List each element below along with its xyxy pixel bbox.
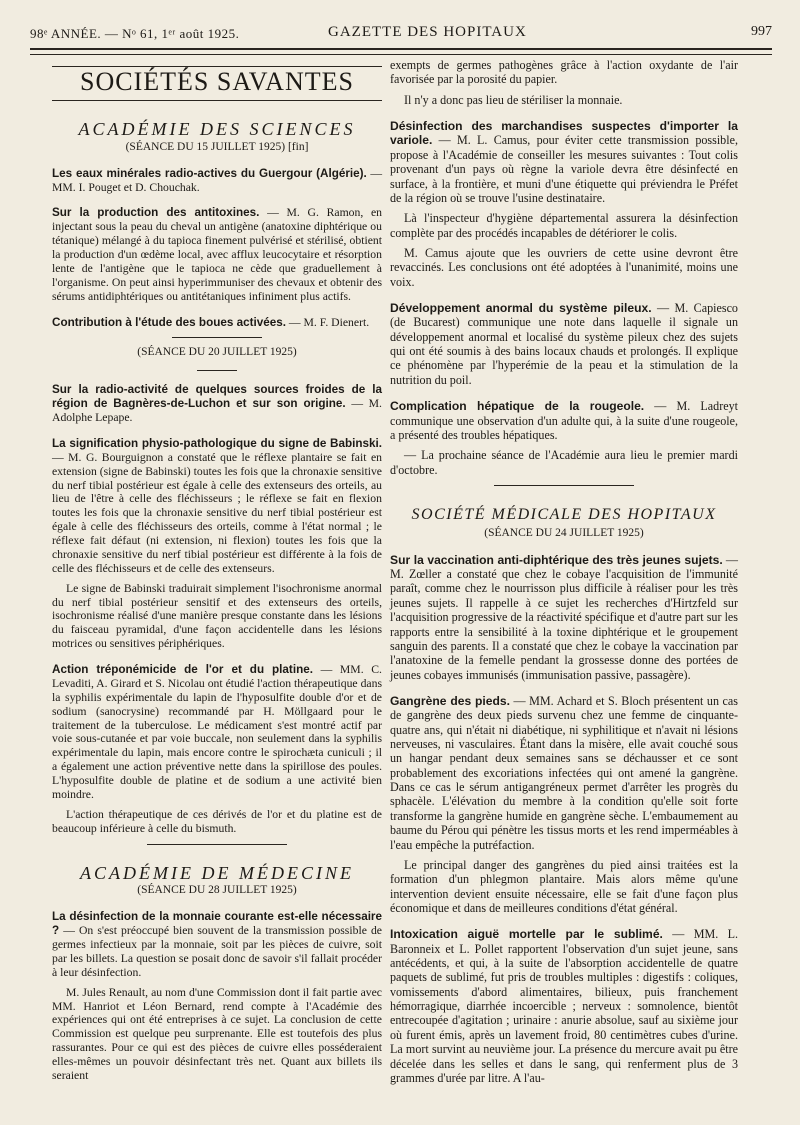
section-banner xyxy=(52,66,382,101)
article-body: — MM. L. Baronneix et L. Pollet rapportent l'observation d'un sujet jeune, sans antécédents, et qui, à la suite de l'absorption accidentelle de quatre paquets de sublimé, fut pris de troubles multiples : digestifs : coliques, vomissements d'abord alimentaires, bilieux, puis franchement hémorragique, diarrhée incoercible ; nerveux : somnolence, bientôt entrecoupée d'agitation ; urinaire : anurie absolue, sauf au sixième jour où furent émis, après un lavement froid, 80 centimètres cubes d'urine. La mort survint au neuvième jour. La présence du mercure avait pu être décelée dans les selles et dans le sang, qui renferment plus de 3 grammes d'urée par litre. A l'au- xyxy=(390,927,738,1085)
seance-date: (SÉANCE DU 20 JUILLET 1925) xyxy=(137,346,297,359)
article-title: Contribution à l'étude des boues activées. xyxy=(52,315,286,329)
divider xyxy=(147,844,287,845)
article xyxy=(52,437,382,576)
article-title: Sur la production des antitoxines. xyxy=(52,206,260,220)
article-title: Gangrène des pieds. xyxy=(390,693,510,708)
article xyxy=(52,383,382,425)
article-title: La désinfection de la monnaie courante est-elle nécessaire ? xyxy=(52,910,382,938)
article-title: Désinfection des marchandises suspectes d'importer la variole. xyxy=(390,119,738,148)
academy-sciences-heading: ACADÉMIE DES SCIENCES xyxy=(78,118,356,139)
article-paragraph: M. Jules Renault, au nom d'une Commission dont il fait partie avec MM. Hanriot et Léon Bernard, rend compte à l'Académie des expériences qui ont été entreprises à ce sujet. La conclusion de cette Commission est quelque peu surprenante. Elle est toutefois des plus rassurantes. Pour ce qui est des pièces de cuivre elles posséderaient elles-mêmes un pouvoir désinfectant très net. Quant aux billets ils seraient xyxy=(52,985,382,1082)
article-body: — M. G. Ramon, en injectant sous la peau du cheval un antigène (anatoxine diphtérique ou tétanique) mélangé à du tapioca finement pulvérisé et stérilisé, obtient la production d'un œdème local, avec afflux leucocytaire et résorption lente de l'antigène que le tapioca ne cède que graduellement à l'organisme. On peut ainsi hyperimmuniser des chevaux et obtenir des sérums antidiphtériques ou antitétaniques infiniment plus actifs. xyxy=(52,206,383,303)
article-paragraph: Le signe de Babinski traduirait simplement l'isochronisme anormal du nerf tibial postérieur sensitif et des extenseurs des orteils, isochronisme réalisé d'une manière presque constante dans les lésions du faisceau pyramidal, d'une façon accidentelle dans les lésions motrices ou sensitives périphériques. xyxy=(52,581,382,651)
article-body: — M. L. Camus, pour éviter cette transmission possible, propose à l'Académie de conseiller les mesures suivantes : Tout colis provenant d'un pays où règne la variole devra être désinfecté en surface, à la frontière, et muni d'une étiquette qui préviendra le Préfet de la région où se trouve l'usine destinataire. xyxy=(390,133,738,205)
article xyxy=(390,399,738,442)
article-body: — MM. C. Levaditi, A. Girard et S. Nicolau ont étudié l'action thérapeutique dans la syphilis expérimentale du lapin de l'hyposulfite double d'or et de sodium (sanocrysine) recommandé par H. Möllgaard pour le traitement de la tuberculose. Le médicament s'est montré actif par voie sous-cutanée et par voie buccale, non seulement dans la syphilis expérimentale du lapin, mais encore contre le spirochæta cuniculi ; il a également une action préventive nette dans la spirillose des poules. L'hyposulfite double de platine et de sodium a une activité bien moindre. xyxy=(52,663,382,801)
article-title: La signification physio-pathologique du signe de Babinski. xyxy=(52,436,382,450)
article-body: — M. Zœller a constaté que chez le cobaye l'acquisition de l'immunité paraît, comme chez le nourrisson plus difficile à réaliser pour les très jeunes sujets. Il rappelle à ce sujet les recherches d'Hirtzfeld sur l'acquisition progressive de la réactivité spécifique et d'autre part sur les rapports entre la sensibilité à la toxine diphtérique et le groupement sanguin des parents. Il a constaté que chez le cobaye la vaccination par l'anatoxine de la femelle pendant la grossesse donne des portées de jeunes cobayes immunisés (immunisation passive, passagère). xyxy=(390,552,738,682)
journal-title: GAZETTE DES HOPITAUX xyxy=(328,24,527,40)
right-column xyxy=(390,58,738,1091)
article-body: — M. G. Bourguignon a constaté que le réflexe plantaire se fait en extension (signe de Babinski) toutes les fois que la chronaxie sensitive du nerf tibial postérieur est égale à celle des extenseurs des orteils, au lieu de l'être à celle des fléchisseurs ; le réflexe se fait en flexion toutes les fois que la chronaxie sensitive du nerf tibial postérieur est égale à celle des fléchisseurs des orteils, comme à l'état normal ; le réflexe fait défaut (ni extension, ni flexion) toutes les fois que la chronaxie sensitive du nerf tibial postérieur est différente à la fois de celle des fléchisseurs et de celle des extenseurs. xyxy=(52,450,382,575)
article-body: — On s'est préoccupé bien souvent de la transmission possible de germes infectieux par la monnaie, soit par les pièces de cuivre, soit par les billets. La question se posait donc de savoir s'il fallait procéder à leur désinfection. xyxy=(52,924,382,979)
article xyxy=(390,301,738,387)
issue-info: 98ᵉ ANNÉE. — Nᵒ 61, 1ᵉʳ août 1925. xyxy=(30,26,240,41)
divider xyxy=(197,370,237,371)
article-title: Complication hépatique de la rougeole. xyxy=(390,399,645,414)
article-body: — M. Ladreyt communique une observation d'un adulte qui, à la suite d'une rougeole, a présenté des troubles hépatiques. xyxy=(390,399,739,442)
article-paragraph: L'action thérapeutique de ces dérivés de l'or et du platine est de beaucoup inférieure à celle du bismuth. xyxy=(52,807,382,835)
divider xyxy=(494,485,634,486)
seance-date: (SÉANCE DU 24 JUILLET 1925) xyxy=(484,527,644,540)
article-paragraph: Il n'y a donc pas lieu de stériliser la monnaie. xyxy=(404,92,623,107)
article-paragraph: Là l'inspecteur d'hygiène départemental assurera la désinfection complète par des procédés incapables de détériorer le colis. xyxy=(390,211,738,240)
society-heading: SOCIÉTÉ MÉDICALE DES HOPITAUX xyxy=(411,505,717,523)
seance-date: (SÉANCE DU 28 JUILLET 1925) xyxy=(137,884,297,897)
article-paragraph: Le principal danger des gangrènes du pied ainsi traitées est la formation d'un phlegmon plantaire. Mais alors même qu'une intervention devient ensuite nécessaire, elle se fait d'une façon plus économique et dans de meilleures conditions d'état général. xyxy=(390,857,738,915)
article-title: Action tréponémicide de l'or et du platine. xyxy=(52,663,313,676)
article xyxy=(52,316,382,330)
left-column xyxy=(52,58,382,1089)
page-number: 997 xyxy=(751,24,772,39)
article-title: Développement anormal du système pileux. xyxy=(390,301,652,316)
article xyxy=(52,910,382,979)
article-title: Les eaux minérales radio-actives du Guergour (Algérie). xyxy=(52,166,367,180)
article-body: — MM. I. Pouget et D. Chouchak. xyxy=(52,166,382,194)
article-title: Sur la radio-activité de quelques sources froides de la région de Bagnères-de-Luchon et sur son origine. xyxy=(52,383,382,411)
article xyxy=(52,663,382,802)
article xyxy=(390,694,738,852)
section-title: SOCIÉTÉS SAVANTES xyxy=(80,67,354,96)
article-paragraph: — La prochaine séance de l'Académie aura lieu le premier mardi d'octobre. xyxy=(390,448,738,477)
article-body: — MM. Achard et S. Bloch présentent un cas de gangrène des deux pieds survenu chez une femme de cinquante-quatre ans, qui n'était ni diabétique, ni syphilitique et n'avait ni lésions nerveuses, ni vasculaires. Étant dans la misère, elle avait couché sous un hangar pendant deux semaines sans se déchausser et ce sont probablement des excoriations infectées qui ont amené la gangrène. Dans ce cas le sérum antigangréneux permet d'arrêter les progrès du sphacèle. L'élévation du membre à la condition qu'elle soit forte transforme la gangrène humide en gangrène sèche. L'embaumement au baume du Pérou qui pénètre les tissus morts et les rend imperméables à l'eau empêche la putréfaction. xyxy=(390,693,738,852)
article xyxy=(52,206,382,303)
article xyxy=(390,927,738,1085)
divider xyxy=(172,337,262,338)
seance-date: (SÉANCE DU 15 JUILLET 1925) [fin] xyxy=(125,140,309,153)
header-rule xyxy=(30,48,772,55)
article-paragraph: M. Camus ajoute que les ouvriers de cette usine devront être revaccinés. Les conclusions ont été adoptées à l'unanimité, moins une voix. xyxy=(390,245,738,289)
page-header xyxy=(30,22,772,44)
article-continuation: exempts de germes pathogènes grâce à l'action oxydante de l'air favorisée par la porosité du papier. xyxy=(390,58,738,87)
article xyxy=(390,119,738,205)
article-title: Intoxication aiguë mortelle par le sublimé. xyxy=(390,927,663,942)
article-body: — M. Adolphe Lepape. xyxy=(52,397,382,424)
article-body: — M. F. Dienert. xyxy=(285,315,370,329)
article xyxy=(52,167,382,195)
article-body: — M. Capiesco (de Bucarest) communique une note dans laquelle il signale un développement anormal et localisé du système pileux chez des sujets qui ont été soumis à des bains locaux chauds et prolongés. Il explique ce phénomène par l'hyperémie de la peau et la stimulation de la nutrition du poil. xyxy=(390,301,738,387)
academy-medecine-heading: ACADÉMIE DE MÉDECINE xyxy=(80,862,354,883)
article-title: Sur la vaccination anti-diphtérique des très jeunes sujets. xyxy=(390,552,723,567)
article xyxy=(390,553,738,682)
